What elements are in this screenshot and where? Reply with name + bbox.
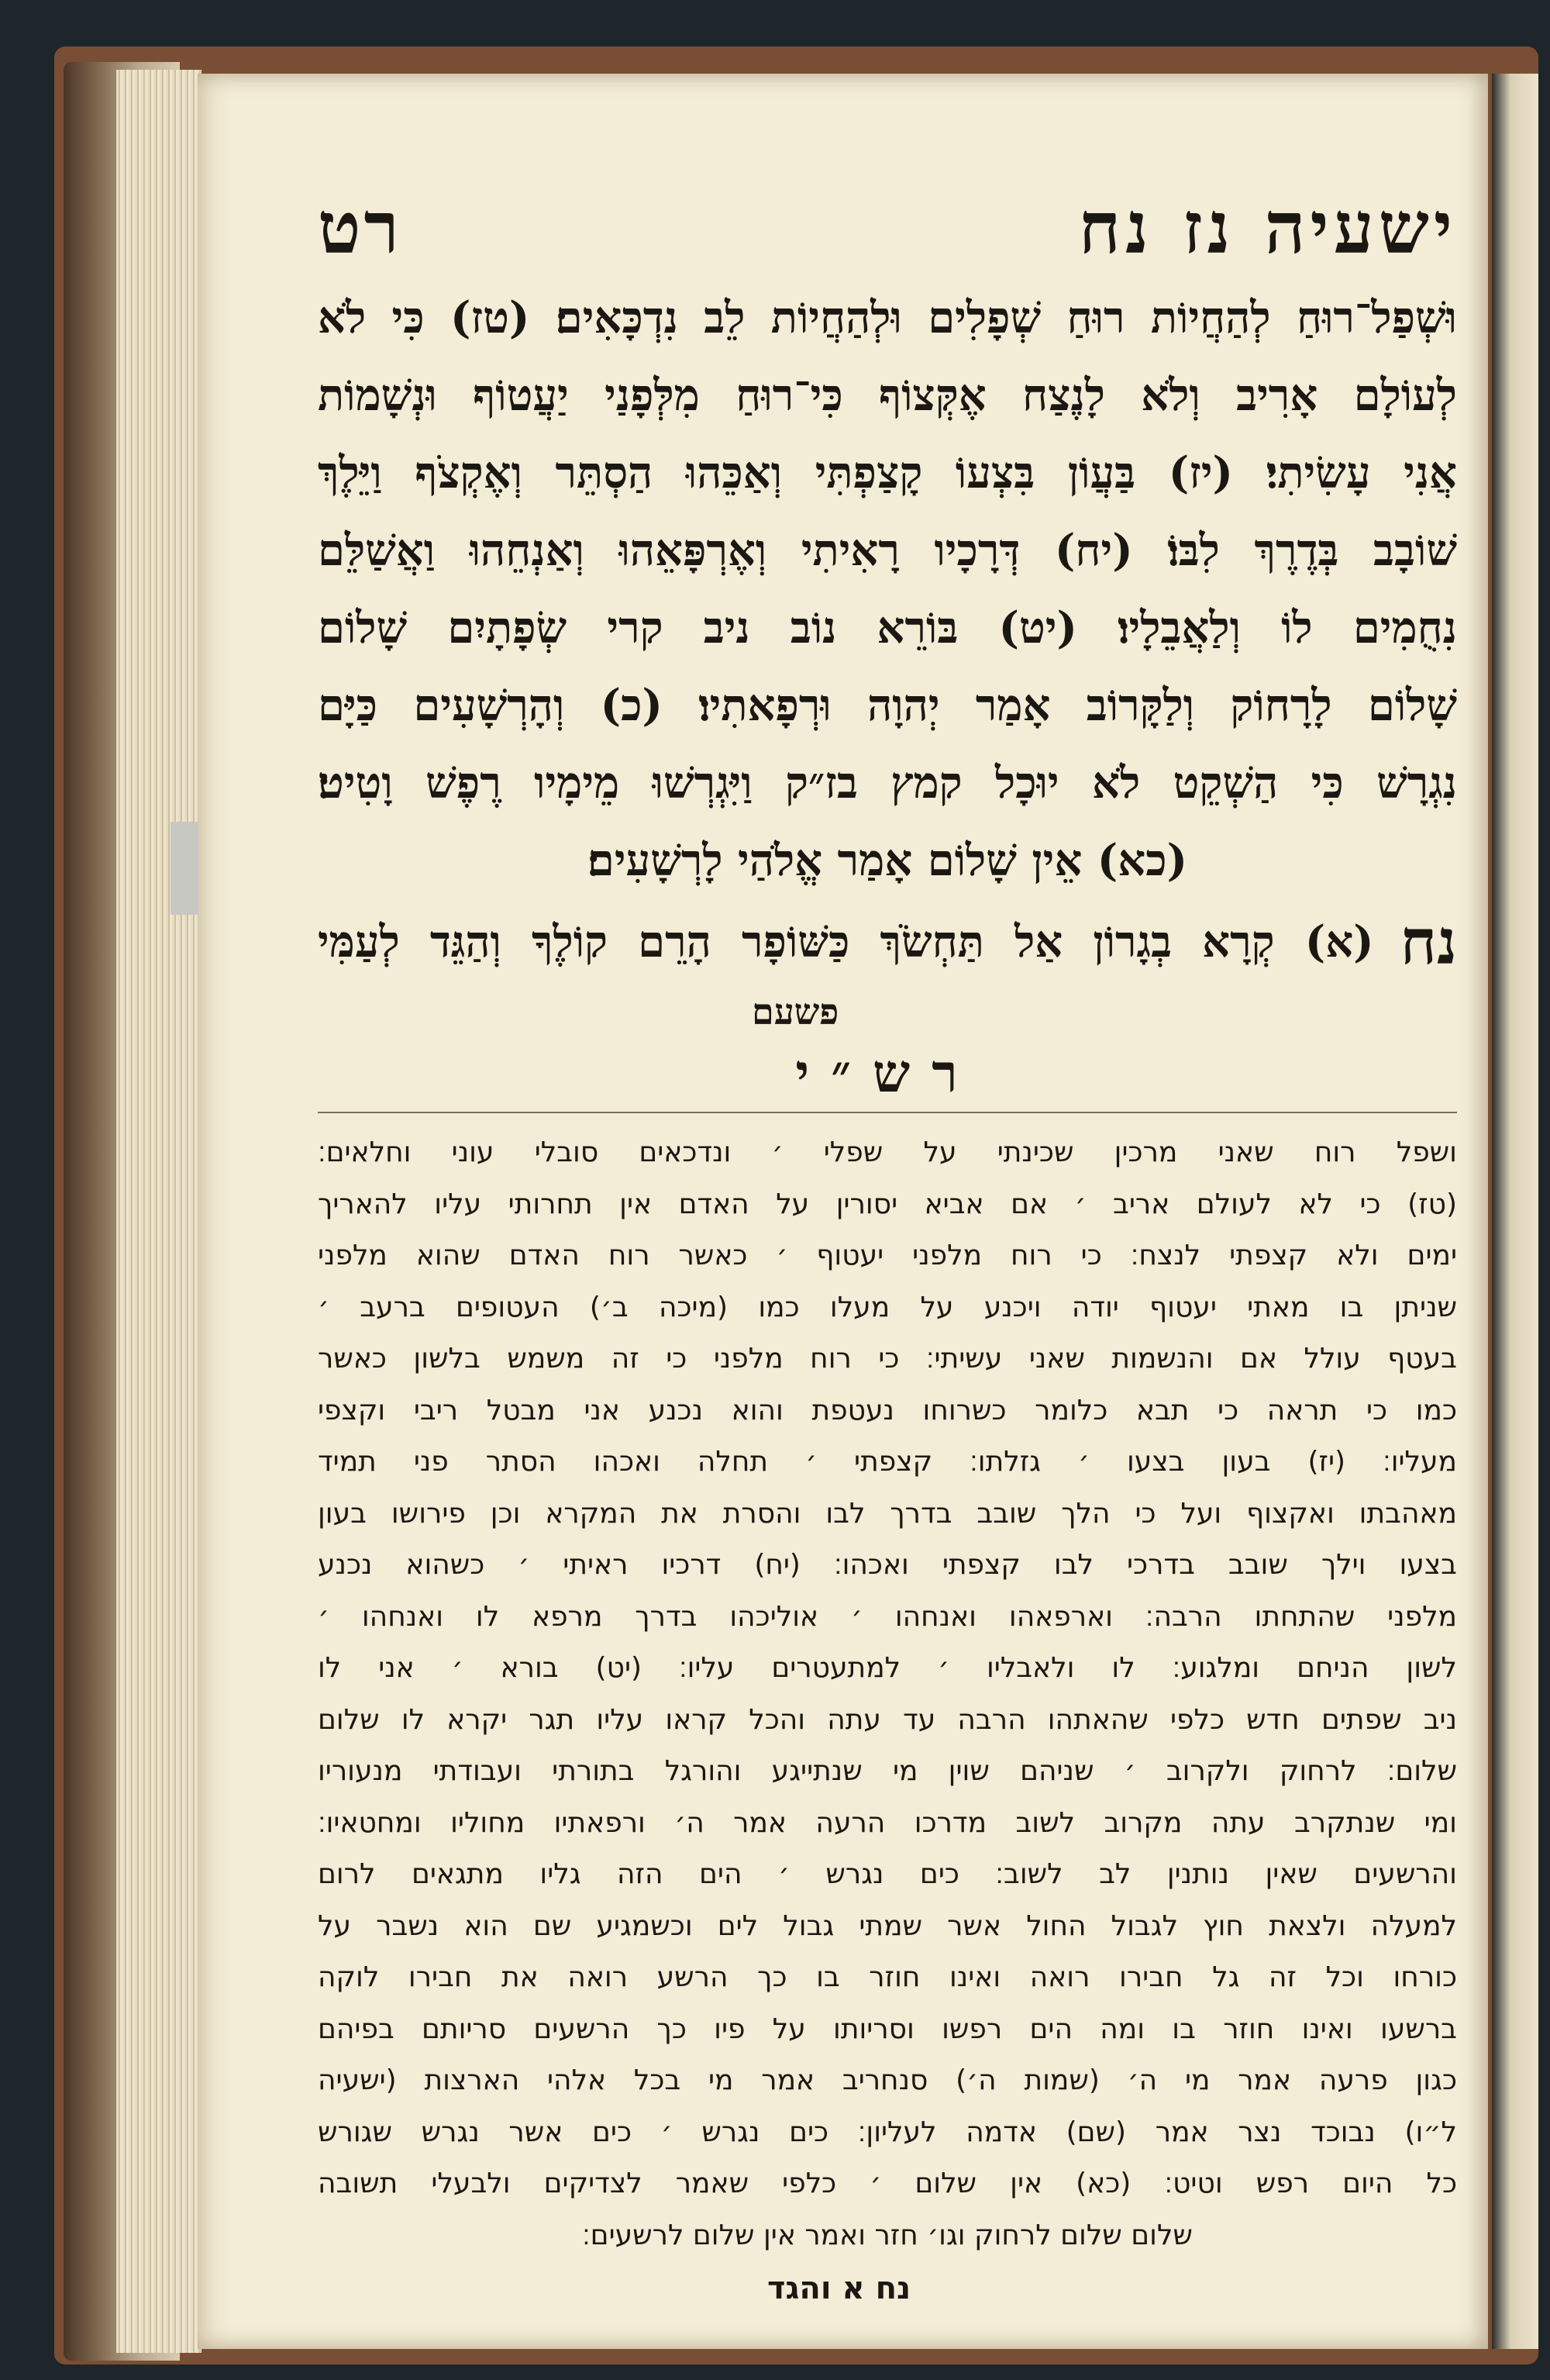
commentary-line: מלפני שהתחתו הרבה׃ וארפאהו ואנחהו ׳ אוליכהו בדרך מרפא לו ואנחהו ׳ [318,1600,1457,1633]
scripture-line: נִגְרָשׁ כִּי הַשְׁקֵט לֹא יוּכָל קמץ בז״ק וַיִּגְרְשׁוּ מֵימָיו רֶפֶשׁ וָטִיט׃ [318,757,1457,809]
commentary-line: שלום׃ לרחוק ולקרוב ׳ שניהם שוין מי שנתייגע והורגל בתורתי ועבודתי מנעוריו [318,1755,1457,1787]
commentary-line: כל היום רפש וטיט׃ (כא) אין שלום ׳ כלפי שאמר לצדיקים ולבעלי תשובה [318,2168,1457,2199]
commentary-line: שניתן בו מאתי יעטוף יודה ויכנע על מעלו כמו (מיכה ב׳) העטופים ברעב ׳ [318,1291,1457,1323]
rashi-commentary [318,1127,1457,2261]
scripture-line: (כא) אֵין שָׁלוֹם אָמַר אֱלֹהַי לָרְשָׁעִים׃ [587,835,1188,886]
commentary-line: כגון פרעה אמר מי ה׳ (שמות ה׳) סנחריב אמר מי בכל אלהי הארצות (ישעיה [318,2064,1457,2096]
commentary-heading: רש״י [795,1043,980,1105]
scripture-line: נִחֻמִים לוֹ וְלַאֲבֵלָיו׃ (יט) בּוֹרֵא נוֹב ניב קרי שְׂפָתָיִם שָׁלוֹם [318,602,1457,654]
scripture-text [318,279,1457,899]
commentary-line: ברשעו ואינו חוזר בו ומה הים רפשו וסריותו על פיו כך הרשעים סריותם בפיהם [318,2013,1457,2045]
facing-page-edge [1492,74,1538,2349]
page-catchword: נח א והגד [767,2271,911,2306]
running-title: ישעיה נז נח [1078,186,1457,270]
scripture-line: וּשְׁפַל־רוּחַ לְהַחֲיוֹת רוּחַ שְׁפָלִים וּלְהַחֲיוֹת לֵב נִדְכָּאִים׃ (טז) כִּי לֹא [318,292,1457,343]
commentary-line: למעלה ולצאת חוץ לגבול החול אשר שמתי גבול לים וכשמגיע שם הוא נשבר על [318,1909,1457,1942]
commentary-line: והרשעים שאין נותנין לב לשוב׃ כים נגרש ׳ הים הזה גליו מתגאים לרום [318,1858,1457,1890]
commentary-line: מאהבתו ואקצוף ועל כי הלך שובב בדרך לבו והסרת את המקרא וכן פירושו בעון [318,1497,1457,1530]
chapter-opening [318,899,1457,985]
heading-divider [318,1112,1457,1113]
page-text [318,186,1457,2316]
chapter-first-verse: (א) קְרָא בְגָרוֹן אַל תַּחְשֹׂךְ כַּשּׁוֹפָר הָרֵם קוֹלֶךָ וְהַגֵּד לְעַמִּי [318,916,1374,968]
commentary-line: לשון הניחם ומלגוע׃ לו ולאבליו ׳ למתעטרים עליו׃ (יט) בורא ׳ אני לו [318,1652,1457,1684]
folio-number: רט [318,186,402,270]
page-edges [116,70,202,2353]
commentary-line: בצעו וילך שובב בדרכי לבו קצפתי ואכהו׃ (יח) דרכיו ראיתי ׳ כשהוא נכנע [318,1549,1457,1581]
commentary-line: שלום שלום לרחוק וגו׳ חזר ואמר אין שלום לרשעים׃ [582,2219,1193,2251]
commentary-line: בעטף עולל אם והנשמות שאני עשיתי׃ כי רוח מלפני כי זה משמש בלשון כאשר [318,1343,1457,1375]
scripture-line: אֲנִי עָשִׂיתִי׃ (יז) בַּעֲוֹן בִּצְעוֹ קָצַפְתִּי וְאַכֵּהוּ הַסְתֵּר וְאֶקְצֹף וַיֵּלֶךְ [318,447,1457,498]
commentary-line: ל״ו) נבוכד נצר אמר (שם) אדמה לעליון׃ כים נגרש ׳ כים אשר נגרש שגורש [318,2116,1457,2148]
scripture-line: לְעוֹלָם אָרִיב וְלֹא לָנֶצַח אֶקְּצוֹף כִּי־רוּחַ מִלְּפָנַי יַעֲטוֹף וּנְשָׁמוֹת [318,370,1457,421]
scripture-line: שׁוֹבָב בְּדֶרֶךְ לִבּוֹ׃ (יח) דְּרָכָיו רָאִיתִי וְאֶרְפָּאֵהוּ וְאַנְחֵהוּ וַאֲשַׁלֵּם [318,525,1457,576]
chapter-number: נח [1400,905,1457,978]
commentary-line: ומי שנתקרב עתה מקרוב לשוב מדרכו הרעה אמר ה׳ ורפאתיו מחוליו ומחטאיו׃ [318,1806,1457,1839]
commentary-line: ניב שפתים חדש כלפי שהאתהו הרבה עד עתה והכל קראו עליו תגר יקרא לו שלום [318,1703,1457,1736]
commentary-line: מעליו׃ (יז) בעון בצעו ׳ גזלתו׃ קצפתי ׳ תחלה ואכהו הסתר פני תמיד [318,1446,1457,1478]
verse-catchword: פשעם [752,991,839,1033]
commentary-line: ושפל רוח שאני מרכין שכינתי על שפלי ׳ ונדכאים סובלי עוני וחלאים׃ [318,1137,1457,1168]
bookmark-tab [170,822,198,915]
commentary-line: (טז) כי לא לעולם אריב ׳ אם אביא יסורין על האדם אין תחרותי עליו להאריך [318,1188,1457,1220]
running-header [318,186,1457,279]
commentary-line: כמו כי תראה כי תבא כלומר כשרוחו נעטפת והוא נכנע אני מבטל ריבי וקצפי [318,1394,1457,1426]
commentary-line: ימים ולא קצפתי לנצח׃ כי רוח מלפני יעטוף ׳ כאשר רוח האדם שהוא מלפני [318,1240,1457,1271]
commentary-line: כורחו וכל זה גל חבירו רואה ואינו חוזר בו כך הרשע רואה את חבירו לוקה [318,1961,1457,1993]
scripture-line: שָׁלוֹם לָרָחוֹק וְלַקָּרוֹב אָמַר יְהוָה וּרְפָאתִיו׃ (כ) וְהָרְשָׁעִים כַּיָּם [318,680,1457,731]
